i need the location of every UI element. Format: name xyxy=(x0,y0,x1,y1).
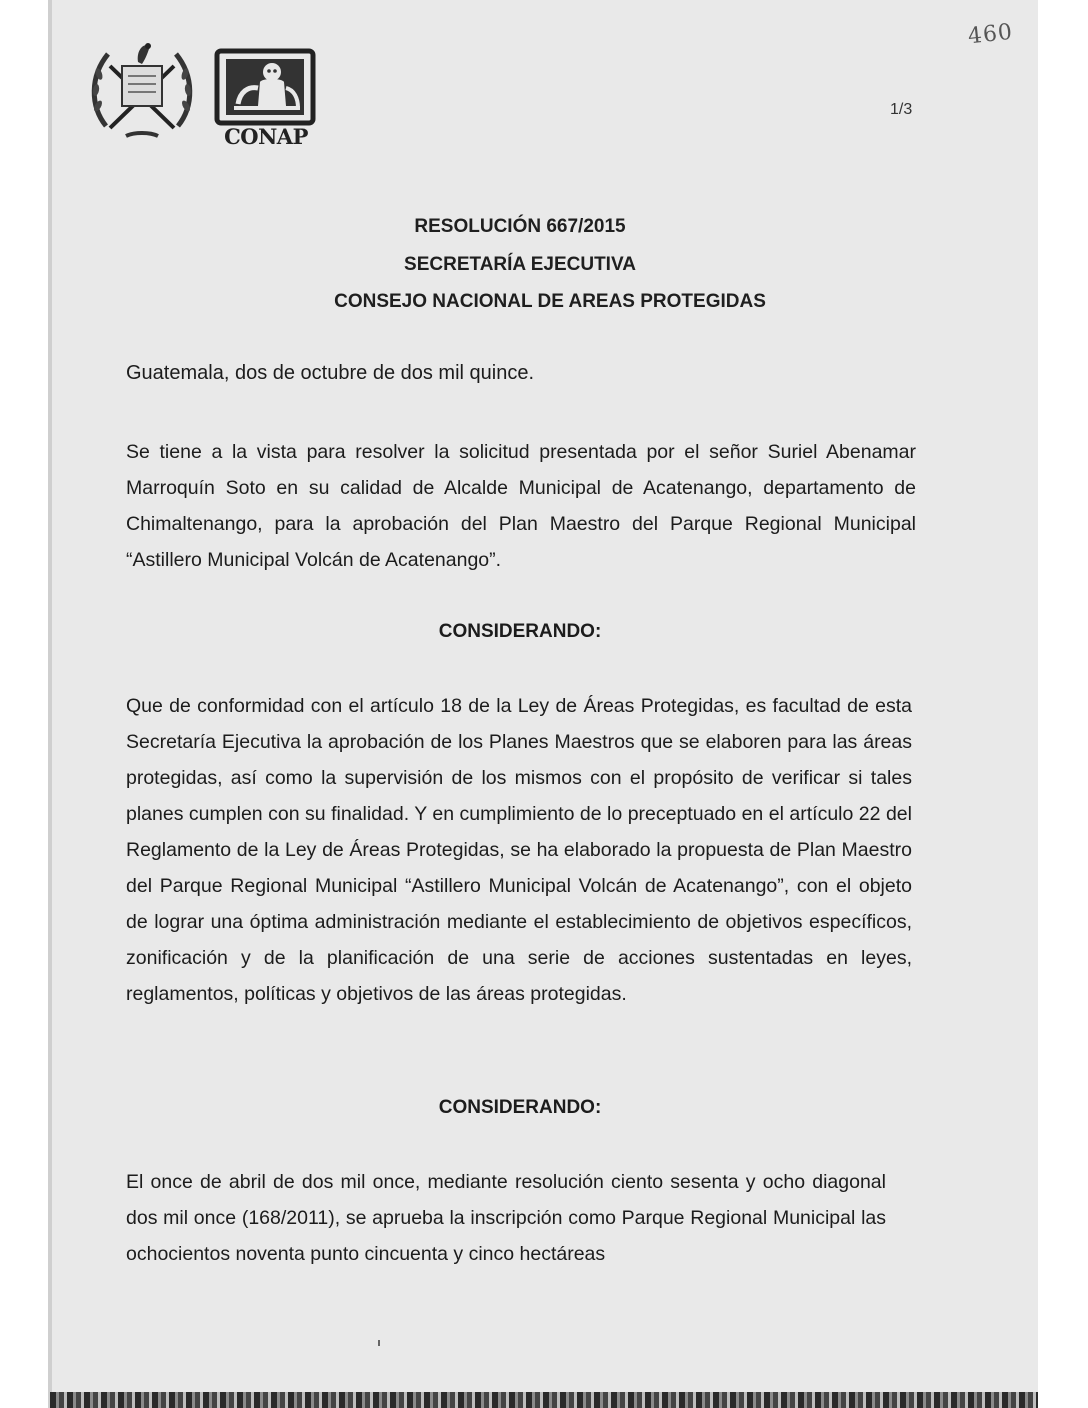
document-date: Guatemala, dos de octubre de dos mil quince. xyxy=(126,362,535,384)
considerando-paragraph-2: El once de abril de dos mil once, mediante resolución ciento sesenta y ocho diagonal dos mil once (168/2011), se aprueba la inscripción como Parque Regional Municipal las ochocientos noventa punto cincuenta y cinco hectáreas xyxy=(126,1171,886,1265)
scan-bottom-edge xyxy=(50,1392,1038,1408)
considerando-heading-2: CONSIDERANDO: xyxy=(438,1097,602,1118)
handwritten-number: 460 xyxy=(966,19,1015,50)
scan-speck xyxy=(378,1340,380,1346)
resolution-title: RESOLUCIÓN 667/2015 xyxy=(414,216,626,237)
page-number: 1/3 xyxy=(890,101,913,118)
considerando-paragraph-1: Que de conformidad con el artículo 18 de la Ley de Áreas Protegidas, es facultad de esta Secretaría Ejecutiva la aprobación de los Planes Maestros que se elaboren para las áreas protegidas, así como la supervisión de los mismos con el propósito de verificar si tales planes cumplen con su finalidad. Y en cumplimiento de lo preceptuado en el artículo 22 del Reglamento de la Ley de Áreas Protegidas, se ha elaborado la propuesta de Plan Maestro del Parque Regional Municipal “Astillero Municipal Volcán de Acatenango”, con el objeto de lograr una óptima administración mediante el establecimiento de objetivos específicos, zonificación y de la planificación de una serie de acciones sustentadas en leyes, reglamentos, políticas y objetivos de las áreas protegidas. xyxy=(126,695,912,1005)
conap-logo-text: CONAP xyxy=(224,124,308,149)
guatemala-coat-of-arms-icon xyxy=(86,36,198,142)
secretaria-title: SECRETARÍA EJECUTIVA xyxy=(404,254,636,275)
intro-paragraph: Se tiene a la vista para resolver la solicitud presentada por el señor Suriel Abenamar Marroquín Soto en su calidad de Alcalde Municipal de Acatenango, departamento de Chimaltenango, para la aprobación del Plan Maestro del Parque Regional Municipal “Astillero Municipal Volcán de Acatenango”. xyxy=(126,441,916,571)
page-edge xyxy=(48,0,52,1408)
consejo-title: CONSEJO NACIONAL DE AREAS PROTEGIDAS xyxy=(334,291,766,312)
considerando-heading-1: CONSIDERANDO: xyxy=(438,621,602,642)
